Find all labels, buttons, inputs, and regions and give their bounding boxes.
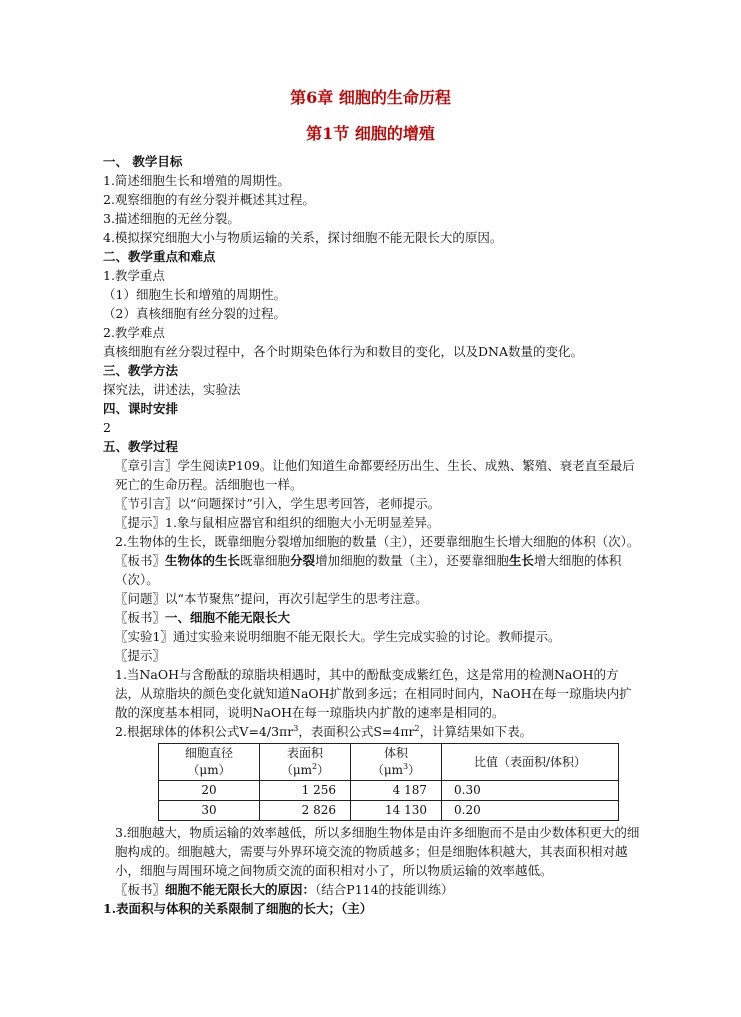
document-body <box>103 152 643 918</box>
table-header-cell <box>351 744 442 781</box>
board-text-3: 增大细胞的体积（次）。 <box>115 553 622 587</box>
table-header-cell <box>159 744 260 781</box>
unit-close: ） <box>408 763 421 777</box>
formula-pre: 2.根据球体的体积公式V=4/3πr <box>115 724 294 739</box>
table-cell: 0.30 <box>442 781 619 801</box>
header-line: 比值（表面积/体积） <box>473 754 587 769</box>
board-bold-1: 生物体的生长 <box>165 553 241 568</box>
board-bold-2: 分裂 <box>290 553 316 568</box>
hint-1: 〖提示〗1.象与鼠相应器官和组织的细胞大小无明显差异。 <box>115 515 440 530</box>
goal-item-2: 2.观察细胞的有丝分裂并概述其过程。 <box>103 192 315 207</box>
chapter-title: 第6章 细胞的生命历程 <box>290 88 451 107</box>
board-label: 〖板书〗 <box>115 882 166 897</box>
board-note-2 <box>103 608 643 627</box>
heading-teaching-goals: 一、 教学目标 <box>103 154 183 169</box>
goal-item-1: 1.简述细胞生长和增殖的周期性。 <box>103 173 290 188</box>
table-cell: 30 <box>159 801 260 821</box>
heading-key-points: 二、教学重点和难点 <box>103 249 216 264</box>
chapter-intro-paragraph: 〖章引言〗学生阅读P109。让他们知道生命都要经历出生、生长、成熟、繁殖、衰老直至最后死亡的生命历程。活细胞也一样。 <box>115 458 635 492</box>
heading-schedule: 四、课时安排 <box>103 401 179 416</box>
table-cell: 0.20 <box>442 801 619 821</box>
experiment-paragraph: 〖实验1〗通过实验来说明细胞不能无限长大。学生完成实验的讨论。教师提示。 <box>115 629 561 644</box>
key-label: 1.教学重点 <box>103 268 165 283</box>
table-cell: 2 826 <box>260 801 351 821</box>
cell-size-table <box>158 743 619 821</box>
header-unit: （μm） <box>187 763 231 777</box>
table-row <box>159 781 619 801</box>
board-note-1 <box>103 551 643 589</box>
board-text-2: 增加细胞的数量（主），还要靠细胞 <box>315 553 509 568</box>
board-label: 〖板书〗 <box>115 553 166 568</box>
unit-text: （μm <box>280 763 313 777</box>
question-paragraph: 〖问题〗以“本节聚焦”提问，再次引起学生的思考注意。 <box>115 591 428 606</box>
goal-item-4: 4.模拟探究细胞大小与物质运输的关系，探讨细胞不能无限长大的原因。 <box>103 230 503 245</box>
board-heading: 一、细胞不能无限长大 <box>165 610 291 625</box>
paragraph-efficiency: 3.细胞越大，物质运输的效率越低，所以多细胞生物体是由许多细胞而不是由少数体积更大的细胞构成的。细胞越大，需要与外界环境交流的物质越多；但是细胞体积越大，其表面积相对越小，细胞与周围环境之间物质交流的面积相对小了，所以物质运输的效率越低。 <box>115 825 640 878</box>
board-note-3 <box>103 880 643 899</box>
formula-sup-2: 2 <box>414 723 420 733</box>
board-text-1: 既靠细胞 <box>240 553 291 568</box>
table-header-cell <box>260 744 351 781</box>
key-item-2: （2）真核细胞有丝分裂的过程。 <box>103 306 286 321</box>
table-header-cell <box>442 744 619 781</box>
hint-2: 2.生物体的生长，既靠细胞分裂增加细胞的数量（主），还要靠细胞生长增大细胞的体积（次）。 <box>115 534 640 549</box>
board-rest: （结合P114的技能训练） <box>315 882 454 897</box>
unit-close: ） <box>317 763 330 777</box>
header-line: 体积 <box>383 746 408 760</box>
hint-label: 〖提示〗 <box>115 648 166 663</box>
section-title: 第1节 细胞的增殖 <box>306 124 435 143</box>
formula-mid: ，表面积公式S=4πr <box>298 724 415 739</box>
paragraph-naoh: 1.当NaOH与含酚酞的琼脂块相遇时，其中的酚酞变成紫红色，这是常用的检测NaOH的方法，从琼脂块的颜色变化就知道NaOH扩散到多远；在相同时间内，NaOH在每一琼脂块内扩散的深度基本相同，说明NaOH在每一琼脂块内扩散的速率是相同的。 <box>115 667 632 720</box>
table-cell: 4 187 <box>351 781 442 801</box>
header-unit <box>355 762 437 779</box>
heading-methods: 三、教学方法 <box>103 363 179 378</box>
unit-sup: 3 <box>403 762 409 771</box>
methods-text: 探究法，讲述法，实验法 <box>103 382 241 397</box>
paragraph-formula <box>103 722 643 741</box>
schedule-text: 2 <box>103 420 111 435</box>
board-label: 〖板书〗 <box>115 610 166 625</box>
heading-process: 五、教学过程 <box>103 439 179 454</box>
last-point: 1.表面积与体积的关系限制了细胞的长大；（主） <box>103 901 373 916</box>
table-row <box>159 801 619 821</box>
unit-text: （μm <box>371 763 404 777</box>
table-cell: 20 <box>159 781 260 801</box>
table-cell: 14 130 <box>351 801 442 821</box>
section-intro-paragraph: 〖节引言〗以“问题探讨”引入，学生思考回答，老师提示。 <box>115 496 441 511</box>
table-cell: 1 256 <box>260 781 351 801</box>
header-line: 细胞直径 <box>184 746 233 760</box>
table-header-row <box>159 744 619 781</box>
formula-sup-1: 3 <box>293 723 299 733</box>
unit-sup: 2 <box>312 762 318 771</box>
header-unit <box>264 762 346 779</box>
goal-item-3: 3.描述细胞的无丝分裂。 <box>103 211 240 226</box>
header-line: 表面积 <box>286 746 323 760</box>
board-bold-3: 生长 <box>508 553 534 568</box>
formula-post: ，计算结果如下表。 <box>419 724 533 739</box>
key-item-1: （1）细胞生长和增殖的周期性。 <box>103 287 286 302</box>
board-bold: 细胞不能无限长大的原因： <box>165 882 316 897</box>
difficulty-text: 真核细胞有丝分裂过程中，各个时期染色体行为和数目的变化，以及DNA数量的变化。 <box>103 344 583 359</box>
difficulty-label: 2.教学难点 <box>103 325 165 340</box>
